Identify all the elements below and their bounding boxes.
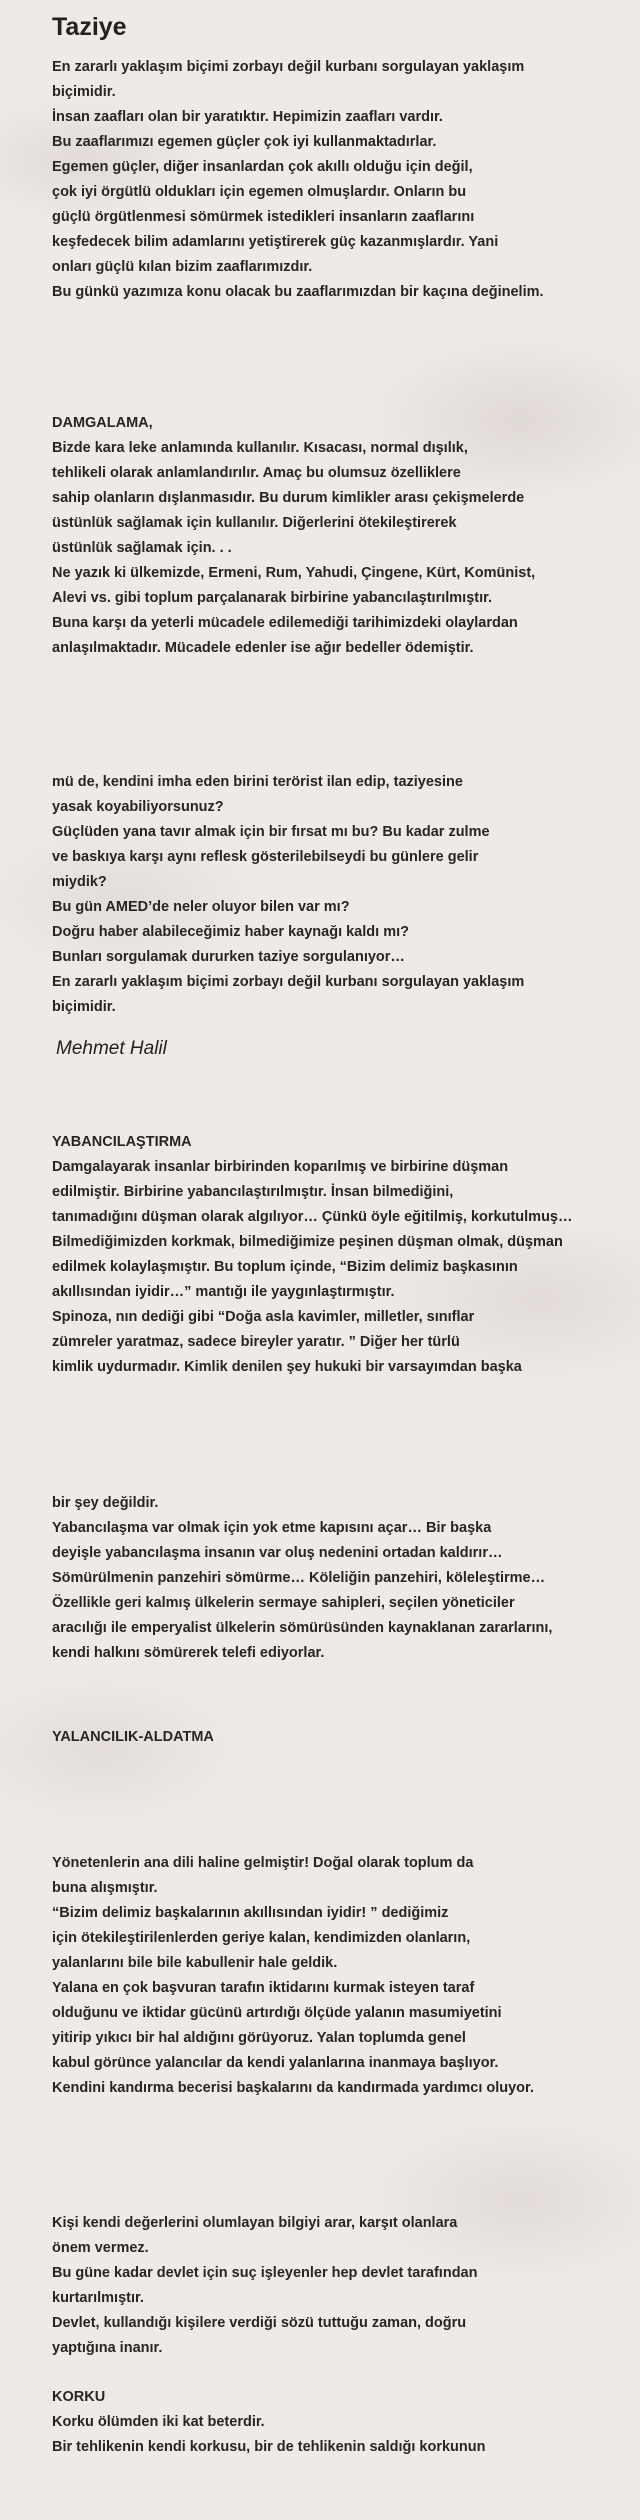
text-line: aracılığı ile emperyalist ülkelerin sömürüsünden kaynaklanan zararlarını, [52,1620,553,1636]
text-line: yasak koyabiliyorsunuz? [52,799,224,815]
text-line: biçimidir. [52,999,116,1015]
text-line: İnsan zaafları olan bir yaratıktır. Hepimizin zaafları vardır. [52,109,443,125]
text-line: En zararlı yaklaşım biçimi zorbayı değil kurbanı sorgulayan yaklaşım [52,59,525,75]
text-line: olduğunu ve iktidar gücünü artırdığı ölçüde yalanın masumiyetini [52,2005,502,2021]
text-line: Bu gün AMED’de neler oluyor bilen var mı? [52,899,350,915]
text-line: üstünlük sağlamak için. . . [52,540,232,556]
text-line: En zararlı yaklaşım biçimi zorbayı değil kurbanı sorgulayan yaklaşım [52,974,525,990]
paragraph-damgalama [52,411,637,661]
text-line: kendi halkını sömürerek telefi ediyorlar. [52,1645,325,1661]
text-line: biçimidir. [52,84,116,100]
paragraph-yabancilastirma [52,1130,637,1380]
section-heading: DAMGALAMA, [52,415,153,431]
text-line: tehlikeli olarak anlamlandırılır. Amaç bu olumsuz özelliklere [52,465,461,481]
paragraph-yabancilasma [52,1491,637,1666]
text-line: sahip olanların dışlanmasıdır. Bu durum kimlikler arası çekişmelerde [52,490,525,506]
text-line: üstünlük sağlamak için kullanılır. Diğerlerini ötekileştirerek [52,515,457,531]
text-line: kimlik uydurmadır. Kimlik denilen şey hukuki bir varsayımdan başka [52,1359,522,1375]
text-line: Kendini kandırma becerisi başkalarını da kandırmada yardımcı oluyor. [52,2080,534,2096]
text-line: Ne yazık ki ülkemizde, Ermeni, Rum, Yahudi, Çingene, Kürt, Komünist, [52,565,536,581]
text-line: buna alışmıştır. [52,1880,158,1896]
text-line: bir şey değildir. [52,1495,159,1511]
paragraph-yalancilik-heading [52,1725,637,1750]
text-line: Bunları sorgulamak dururken taziye sorgulanıyor… [52,949,405,965]
text-line: önem vermez. [52,2240,149,2256]
text-line: Damgalayarak insanlar birbirinden koparılmış ve birbirine düşman [52,1159,509,1175]
text-line: edilmek kolaylaşmıştır. Bu toplum içinde, “Bizim delimiz başkasının [52,1259,518,1275]
text-line: “Bizim delimiz başkalarının akıllısından iyidir! ” dediğimiz [52,1905,449,1921]
text-line: güçlü örgütlenmesi sömürmek istedikleri insanların zaaflarını [52,209,475,225]
text-line: yitirip yıkıcı bir hal aldığını görüyoruz. Yalan toplumda genel [52,2030,466,2046]
paragraph-yalancilik [52,1851,637,2101]
text-line: Doğru haber alabileceğimiz haber kaynağı kaldı mı? [52,924,409,940]
paragraph-taziye [52,770,637,1020]
text-line: miydik? [52,874,107,890]
text-line: yalanlarını bile bile kabullenir hale geldik. [52,1955,338,1971]
text-line: kurtarılmıştır. [52,2290,144,2306]
text-line: deyişle yabancılaşma insanın var oluş nedenini ortadan kaldırır… [52,1545,503,1561]
text-line: Bu günkü yazımıza konu olacak bu zaaflarımızdan bir kaçına değinelim. [52,284,544,300]
author-signature: Mehmet Halil [56,1038,167,1059]
text-line: Yabancılaşma var olmak için yok etme kapısını açar… Bir başka [52,1520,492,1536]
section-heading: YABANCILAŞTIRMA [52,1134,192,1150]
text-line: akıllısından iyidir…” mantığı ile yaygınlaştırmıştır. [52,1284,395,1300]
text-line: Spinoza, nın dediği gibi “Doğa asla kavimler, milletler, sınıflar [52,1309,475,1325]
section-heading: KORKU [52,2389,106,2405]
text-line: keşfedecek bilim adamlarını yetiştirerek güç kazanmışlardır. Yani [52,234,499,250]
text-line: zümreler yaratmaz, sadece bireyler yaratır. ” Diğer her türlü [52,1334,460,1350]
text-line: Bir tehlikenin kendi korkusu, bir de tehlikenin saldığı korkunun [52,2439,486,2455]
text-line: edilmiştir. Birbirine yabancılaştırılmıştır. İnsan bilmediğini, [52,1184,454,1200]
text-line: çok iyi örgütlü oldukları için egemen olmuşlardır. Onların bu [52,184,467,200]
text-line: anlaşılmaktadır. Mücadele edenler ise ağır bedeller ödemiştir. [52,640,474,656]
section-heading: YALANCILIK-ALDATMA [52,1729,214,1745]
text-line: Korku ölümden iki kat beterdir. [52,2414,265,2430]
text-line: mü de, kendini imha eden birini terörist ilan edip, taziyesine [52,774,463,790]
text-line: Kişi kendi değerlerini olumlayan bilgiyi arar, karşıt olanlara [52,2215,458,2231]
paragraph-devlet [52,2211,637,2361]
text-line: tanımadığını düşman olarak algılıyor… Çünkü öyle eğitilmiş, korkutulmuş… [52,1209,573,1225]
text-line: Alevi vs. gibi toplum parçalanarak birbirine yabancılaştırılmıştır. [52,590,492,606]
text-line: Buna karşı da yeterli mücadele edilemediği tarihimizdeki olaylardan [52,615,518,631]
text-line: Bu zaaflarımızı egemen güçler çok iyi kullanmaktadırlar. [52,134,437,150]
text-line: Egemen güçler, diğer insanlardan çok akıllı olduğu için değil, [52,159,473,175]
paragraph-intro [52,55,637,305]
text-line: Özellikle geri kalmış ülkelerin sermaye sahipleri, seçilen yöneticiler [52,1595,515,1611]
text-line: ve baskıya karşı aynı reflesk gösterilebilseydi bu günlere gelir [52,849,479,865]
text-line: Sömürülmenin panzehiri sömürme… Köleliğin panzehiri, köleleştirme… [52,1570,546,1586]
text-line: yaptığına inanır. [52,2340,163,2356]
text-line: Bilmediğimizden korkmak, bilmediğimize peşinen düşman olmak, düşman [52,1234,563,1250]
text-line: Yönetenlerin ana dili haline gelmiştir! Doğal olarak toplum da [52,1855,474,1871]
text-line: Bu güne kadar devlet için suç işleyenler hep devlet tarafından [52,2265,478,2281]
text-line: Bizde kara leke anlamında kullanılır. Kısacası, normal dışılık, [52,440,468,456]
text-line: Devlet, kullandığı kişilere verdiği sözü tuttuğu zaman, doğru [52,2315,467,2331]
text-line: onları güçlü kılan bizim zaaflarımızdır. [52,259,313,275]
text-line: için ötekileştirilenlerden geriye kalan, kendimizden olanların, [52,1930,471,1946]
page-title: Taziye [52,13,127,41]
text-line: Güçlüden yana tavır almak için bir fırsat mı bu? Bu kadar zulme [52,824,490,840]
text-line: kabul görünce yalancılar da kendi yalanlarına inanmaya başlıyor. [52,2055,499,2071]
paragraph-korku [52,2385,637,2460]
text-line: Yalana en çok başvuran tarafın iktidarını kurmak isteyen taraf [52,1980,475,1996]
